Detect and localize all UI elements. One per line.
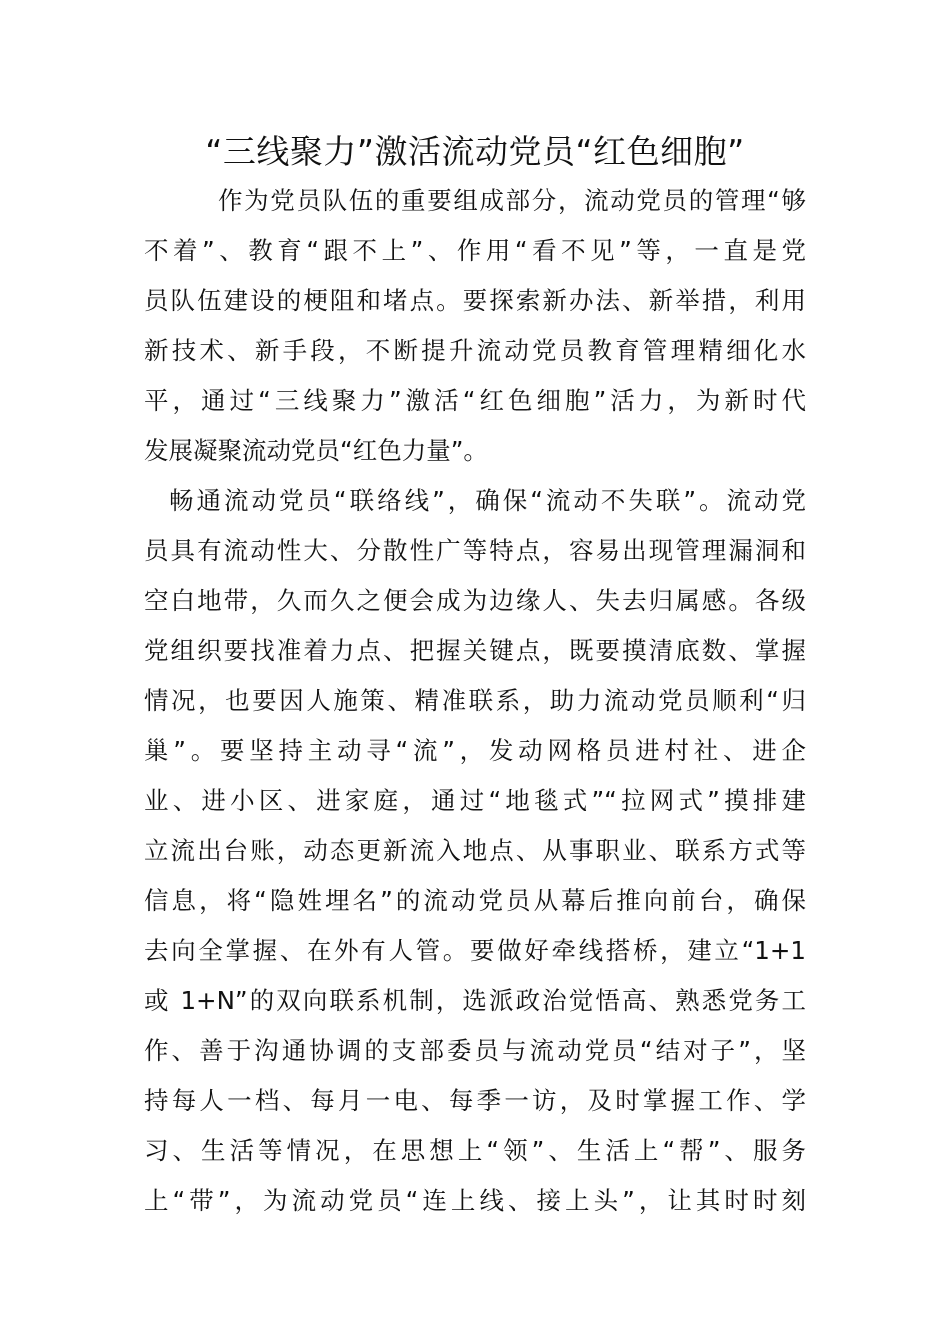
text-line: 发展凝聚流动党员“红色力量”。 (144, 436, 488, 465)
paragraph-intro (144, 176, 806, 476)
text-line: 情况，也要因人施策、精准联系，助力流动党员顺利“归 (144, 686, 806, 715)
text-line: 巢”。要坚持主动寻“流”，发动网格员进村社、进企 (144, 736, 806, 765)
text-line: 平，通过“三线聚力”激活“红色细胞”活力，为新时代 (144, 386, 806, 415)
document-body (144, 176, 806, 1226)
text-line: 畅通流动党员“联络线”，确保“流动不失联”。流动党 (169, 486, 806, 515)
document-title: “三线聚力”激活流动党员“红色细胞” (205, 132, 745, 171)
text-line: 上“带”，为流动党员“连上线、接上头”，让其时时刻 (144, 1186, 806, 1215)
text-line: 习、生活等情况，在思想上“领”、生活上“帮”、服务 (144, 1136, 806, 1165)
text-line: 或 1+N”的双向联系机制，选派政治觉悟高、熟悉党务工 (144, 986, 806, 1015)
text-line: 员具有流动性大、分散性广等特点，容易出现管理漏洞和 (144, 536, 806, 565)
text-line: 不着”、教育“跟不上”、作用“看不见”等，一直是党 (144, 236, 806, 265)
text-line: 员队伍建设的梗阻和堵点。要探索新办法、新举措，利用 (144, 286, 806, 315)
paragraph-liaison-line (144, 476, 806, 1226)
text-line: 立流出台账，动态更新流入地点、从事职业、联系方式等 (144, 836, 806, 865)
text-line: 作为党员队伍的重要组成部分，流动党员的管理“够 (218, 186, 806, 215)
text-line: 作、善于沟通协调的支部委员与流动党员“结对子”，坚 (144, 1036, 806, 1065)
text-line: 党组织要找准着力点、把握关键点，既要摸清底数、掌握 (144, 636, 806, 665)
text-line: 业、进小区、进家庭，通过“地毯式”“拉网式”摸排建 (144, 786, 806, 815)
text-line: 信息，将“隐姓埋名”的流动党员从幕后推向前台，确保 (144, 886, 806, 915)
text-line: 新技术、新手段，不断提升流动党员教育管理精细化水 (144, 336, 806, 365)
text-line: 空白地带，久而久之便会成为边缘人、失去归属感。各级 (144, 586, 806, 615)
text-line: 去向全掌握、在外有人管。要做好牵线搭桥，建立“1+1 (144, 936, 806, 965)
text-line: 持每人一档、每月一电、每季一访，及时掌握工作、学 (144, 1086, 806, 1115)
